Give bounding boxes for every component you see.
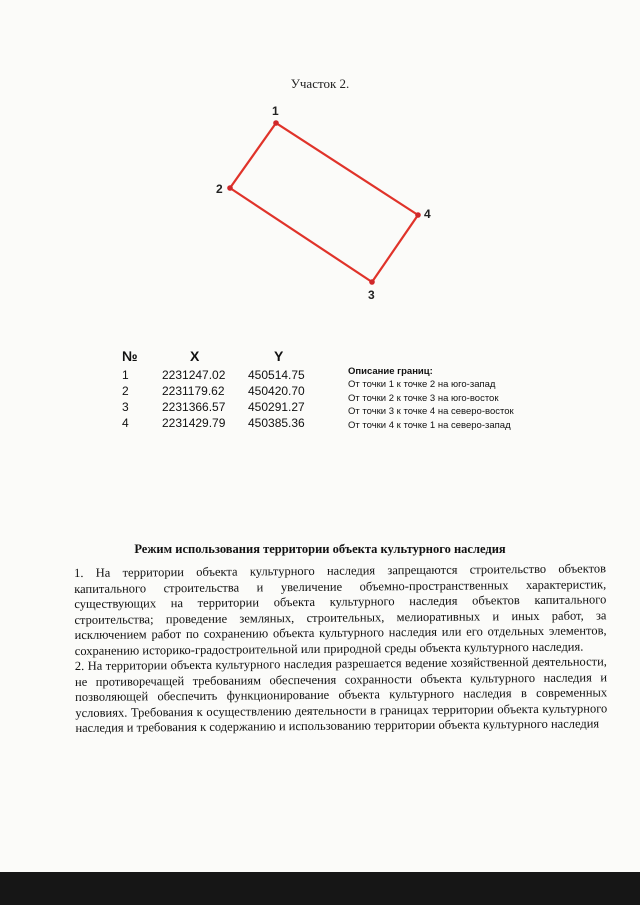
point-no: 4: [122, 416, 129, 430]
regime-text: [74, 561, 607, 736]
paragraph: 2. На территории объекта культурного наследия разрешается ведение хозяйственной деятельности, не противоречащей требованиям обеспечения сохранности объекта культурного наследия и позволяющей обеспечить функционирование объекта культурного наследия в современных условиях. Требования к осуществлению деятельности в границах территории объекта культурного наследия и требования к содержанию и использованию территории объекта культурного наследия: [74, 654, 608, 735]
point-no: 1: [122, 368, 129, 382]
header-no: №: [122, 348, 138, 364]
boundary-description-title: Описание границ:: [348, 366, 433, 377]
point-x: 2231179.62: [162, 384, 225, 398]
paragraph: 1. На территории объекта культурного наследия запрещаются строительство объектов капитального строительства и увеличение объемно-пространственных характеристик, существующих на территории объекта культурного наследия объектов капитального строительства; проведение земляных, строительных, мелиоративных и иных работ, за исключением работ по сохранению объекта культурного наследия или его отдельных элементов, сохранению историко-градостроительной или природной среды объекта культурного наследия.: [74, 561, 607, 658]
point-y: 450514.75: [248, 368, 305, 382]
header-x: X: [190, 348, 200, 364]
point-x: 2231429.79: [162, 416, 226, 430]
vertex-3-marker: [369, 279, 375, 285]
vertex-4-label: 4: [424, 207, 431, 221]
point-no: 3: [122, 400, 129, 414]
point-no: 2: [122, 384, 129, 398]
vertex-1-marker: [273, 120, 279, 126]
boundary-plot: [0, 0, 640, 340]
boundary-line: От точки 4 к точке 1 на северо-запад: [348, 419, 511, 431]
boundary-polygon: [230, 123, 418, 282]
vertex-4-marker: [415, 212, 421, 218]
point-x: 2231366.57: [162, 400, 226, 414]
vertex-2-marker: [227, 185, 233, 191]
plot-title: Участок 2.: [290, 76, 350, 91]
section-heading: Режим использования территории объекта культурного наследия: [134, 542, 506, 556]
point-y: 450420.70: [248, 384, 305, 398]
vertex-3-label: 3: [368, 288, 375, 302]
vertex-2-label: 2: [216, 182, 223, 196]
boundary-line: От точки 3 к точке 4 на северо-восток: [348, 406, 514, 417]
vertex-1-label: 1: [272, 104, 279, 118]
point-y: 450385.36: [248, 416, 305, 430]
boundary-line: От точки 2 к точке 3 на юго-восток: [348, 392, 499, 404]
point-y: 450291.27: [248, 400, 305, 414]
header-y: Y: [274, 348, 284, 364]
boundary-description: [348, 366, 514, 433]
scanner-border: [0, 872, 640, 905]
boundary-line: От точки 1 к точке 2 на юго-запад: [348, 379, 496, 390]
point-x: 2231247.02: [162, 368, 226, 382]
